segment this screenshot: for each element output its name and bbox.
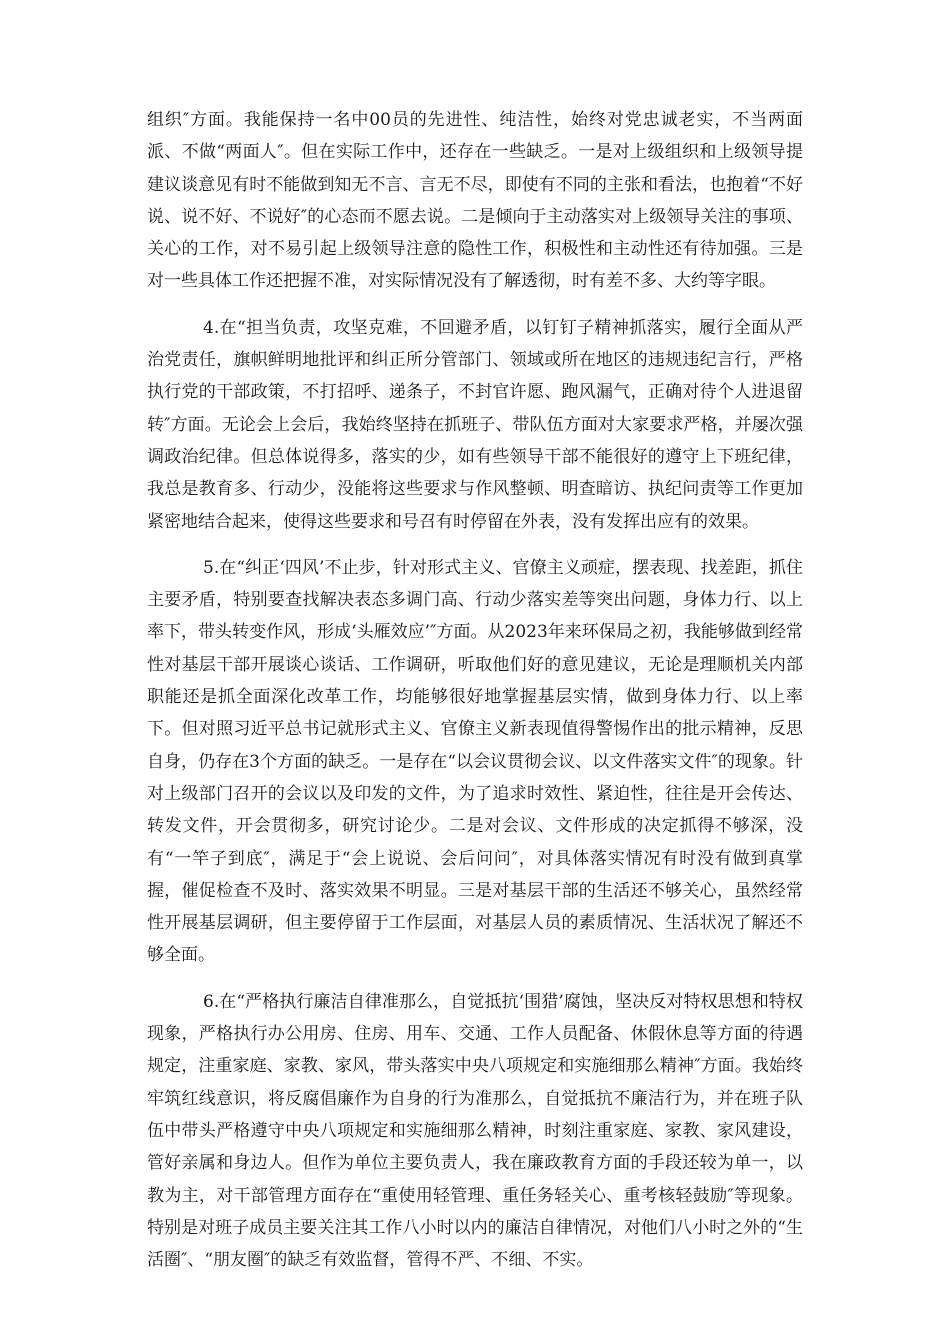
paragraph-continued: 组织″方面。我能保持一名中00员的先进性、纯洁性，始终对党忠诚老实，不当两面派、不做“两面人″。但在实际工作中，还存在一些缺乏。一是对上级组织和上级领导提建议谈意见有时不能做到知无不言、言无不尽，即使有不同的主张和看法，也抱着“不好说、说不好、不说好″的心态而不愿去说。二是倾向于主动落实对上级领导关注的事项、关心的工作，对不易引起上级领导注意的隐性工作，积极性和主动性还有待加强。三是对一些具体工作还把握不准，对实际情况没有了解透彻，时有差不多、大约等字眼。 (147, 110, 803, 292)
paragraph-item-4: 4.在“担当负责，攻坚克难，不回避矛盾，以钉钉子精神抓落实，履行全面从严治党责任，旗帜鲜明地批评和纠正所分管部门、领域或所在地区的违规违纪言行，严格执行党的干部政策，不打招呼、递条子，不封官许愿、跑风漏气，正确对待个人进退留转″方面。无论会上会后，我始终坚持在抓班子、带队伍方面对大家要求严格，并屡次强调政治纪律。但总体说得多，落实的少，如有些领导干部不能很好的遵守上下班纪律，我总是教育多、行动少，没能将这些要求与作风整顿、明查暗访、执纪问责等工作更加紧密地结合起来，使得这些要求和号召有时停留在外表，没有发挥出应有的效果。 (147, 317, 803, 532)
paragraph-item-5: 5.在“纠正‘四风’不止步，针对形式主义、官僚主义顽症，摆表现、找差距，抓住主要矛盾，特别要查找解决表态多调门高、行动少落实差等突出问题，身体力行、以上率下，带头转变作风，形成‘头雁效应’″方面。从2023年来环保局之初，我能够做到经常性对基层干部开展谈心谈话、工作调研，听取他们好的意见建议，无论是理顺机关内部职能还是抓全面深化改革工作，均能够很好地掌握基层实情，做到身体力行、以上率下。但对照习近平总书记就形式主义、官僚主义新表现值得警惕作出的批示精神，反思自身，仍存在3个方面的缺乏。一是存在“以会议贯彻会议、以文件落实文件″的现象。针对上级部门召开的会议以及印发的文件，为了追求时效性、紧迫性，往往是开会传达、转发文件，开会贯彻多，研究讨论少。二是对会议、文件形成的决定抓得不够深，没有“一竿子到底″，满足于“会上说说、会后问问″，对具体落实情况有时没有做到真掌握，催促检查不及时、落实效果不明显。三是对基层干部的生活还不够关心，虽然经常性开展基层调研，但主要停留于工作层面，对基层人员的素质情况、生活状况了解还不够全面。 (147, 557, 803, 966)
paragraph-item-6: 6.在“严格执行廉洁自律准那么，自觉抵抗‘围猎’腐蚀，坚决反对特权思想和特权现象，严格执行办公用房、住房、用车、交通、工作人员配备、休假休息等方面的待遇规定，注重家庭、家教、家风，带头落实中央八项规定和实施细那么精神″方面。我始终牢筑红线意识，将反腐倡廉作为自身的行为准那么，自觉抵抗不廉洁行为，并在班子队伍中带头严格遵守中央八项规定和实施细那么精神，时刻注重家庭、家教、家风建设，管好亲属和身边人。但作为单位主要负责人，我在廉政教育方面的手段还较为单一，以教为主，对干部管理方面存在“重使用轻管理、重任务轻关心、重考核轻鼓励″等现象。特别是对班子成员主要关注其工作八小时以内的廉洁自律情况，对他们八小时之外的“生活圈″、“朋友圈″的缺乏有效监督，管得不严、不细、不实。 (147, 991, 803, 1271)
document-body (147, 104, 803, 1290)
